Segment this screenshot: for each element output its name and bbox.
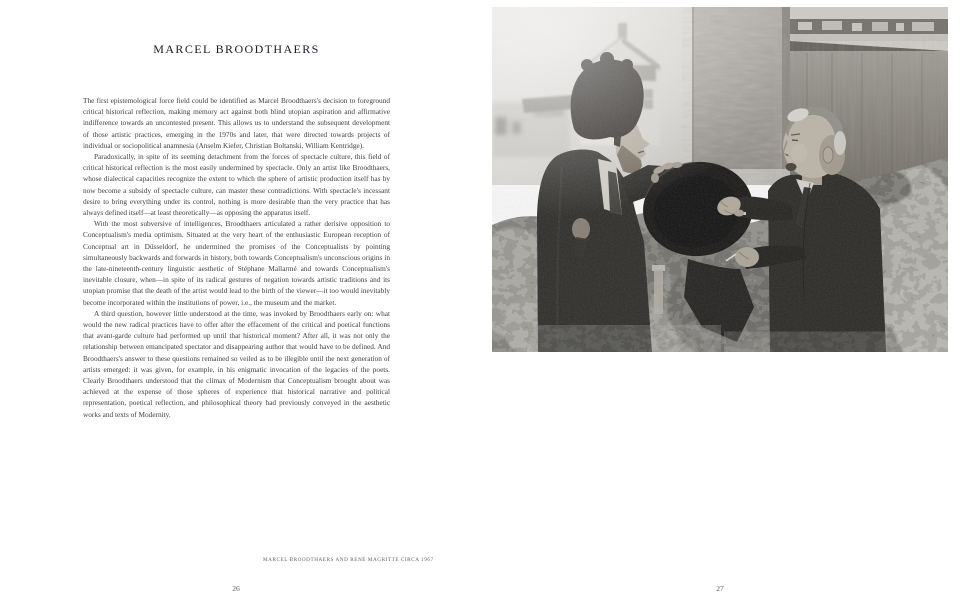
essay-paragraph: A third question, however little understood at the time, was invoked by Broodthaers early on: what would the new radical practices have to offer after the effacement of the critical and poetical functions that avant-garde culture had performed up until that historical moment? After all, it was not only the relationship between emancipated spectator and disappearing author that would have to be defined. And Broodthaers's answer to these questions remained so veiled as to be illegible until the next generation of artists emerged: it was given, for example, in his enigmatic invocation of the legacies of the poets. Clearly Broodthaers understood that the climax of Modernism that Conceptualism brought about was achieved at the expense of those spheres of experience that historical narrative and political representation, poetical reflection, and philosophical theory had previously conveyed in the aesthetic works and texts of Modernity.	[83, 308, 390, 419]
photograph	[492, 7, 948, 352]
photo-caption: MARCEL BROODTHAERS AND RENÉ MAGRITTE CIRCA 1967	[263, 557, 434, 563]
essay-paragraph: With the most subversive of intelligences, Broodthaers articulated a rather derisive opposition to Conceptualism's media optimism. Situated at the very heart of the enthusiastic European reception of Conceptual art in Düsseldorf, he undermined the promises of the Conceptualists by pointing simultaneously backwards and forwards in history, both towards Conceptualism's unconscious origins in the late-nineteenth-century linguistic aesthetic of Stéphane Mallarmé and towards Conceptualism's inevitable closure, when—in spite of its radical gestures of negation towards artistic traditions and its utopian promise that the death of the artist would lead to the birth of the viewer—it too would inevitably become incorporated within the institutions of power, i.e., the museum and the market.	[83, 219, 390, 307]
page-number-left: 26	[232, 584, 240, 593]
essay-text-column	[83, 95, 390, 420]
essay-paragraph: Paradoxically, in spite of its seeming detachment from the forces of spectacle culture, this field of critical historical reflection is the most easily undermined by spectacle. Only an artist like Broodthaers, whose dialectical capacities recognize the extent to which the sphere of artistic production itself has by now become a subsidy of spectacle culture, can master these contradictions. With spectacle's incessant desire to bring everything under its control, nothing is more desirable than the very practice that has always defined itself—at least theoretically—as opposing the apparatus itself.	[83, 152, 390, 218]
exposure-fade	[492, 7, 948, 352]
page-title: MARCEL BROODTHAERS	[153, 42, 320, 56]
broodthaers-magritte-photo	[492, 7, 948, 352]
page-number-right: 27	[716, 584, 724, 593]
essay-paragraph: The first epistemological force field could be identified as Marcel Broodthaers's decision to foreground critical historical reflection, making memory act against both blind utopian aspiration and affirmative indifference towards an uncontested present. This allows us to understand the subsequent development of those artistic practices, emerging in the 1970s and later, that were directed towards projects of individual or sociopolitical anamnesia (Anselm Kiefer, Christian Boltanski, William Kentridge).	[83, 96, 390, 150]
